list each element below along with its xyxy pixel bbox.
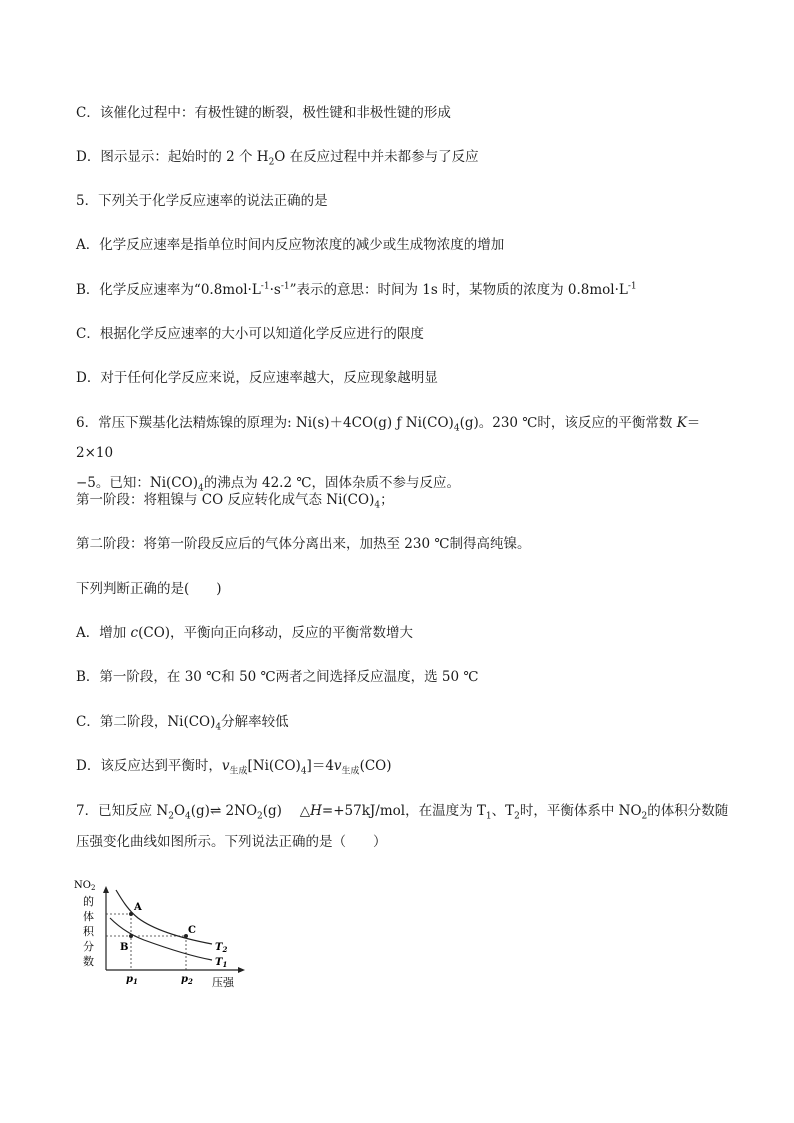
- y-axis-label: $NO_2$: [74, 880, 96, 892]
- q6-question: 下列判断正确的是( ): [76, 581, 222, 597]
- q4-option-c: C．该催化过程中：有极性键的断裂，极性键和非极性键的形成: [76, 105, 451, 121]
- q6-option-b: B．第一阶段，在 30 ℃和 50 ℃两者之间选择反应温度，选 50 ℃: [76, 669, 479, 685]
- q4-option-d: D．图示显示：起始时的 2 个 $H_2O$ 在反应过程中并未都参与了反应: [76, 149, 479, 168]
- t1-label: $T_1$: [215, 957, 228, 969]
- q6-option-a: A．增加 c(CO)，平衡向正向移动，反应的平衡常数增大: [76, 625, 414, 641]
- q5-option-b: B．化学反应速率为“$0.8mol\cdot L^{-1}\cdot s^{-1}$”表示的意思：时间为 1s 时，某物质的浓度为 $0.8mol\cdot L^{-1}$: [76, 281, 637, 298]
- q6-stem: 6．常压下羰基化法精炼镍的原理为: Ni(s)＋4CO(g) ƒ $Ni(CO)_4(g)$。230 ℃时，该反应的平衡常数 K＝2×10 −5。已知：$Ni(CO)_4$的沸点为 42.2 ℃，固体杂质不参与反应。: [76, 415, 701, 494]
- q5-option-d: D．对于任何化学反应来说，反应速率越大，反应现象越明显: [76, 370, 438, 386]
- q5-option-c: C．根据化学反应速率的大小可以知道化学反应进行的限度: [76, 326, 424, 342]
- q6-option-c: C．第二阶段，$Ni(CO)_4$分解率较低: [76, 714, 289, 733]
- q7-stem-line-1: 7．已知反应 $N_2O_4(g)\rightleftharpoons$ $2NO_2(g)$ △H=+57kJ/mol，在温度为 $T_1$、$T_2$时，平衡体系中 $NO_2$的体积分数随: [76, 803, 729, 822]
- y-label-char: 体: [83, 910, 94, 923]
- equilibrium-arrow-icon: ⇌: [209, 803, 222, 819]
- p1-label: $p_1$: [126, 974, 138, 986]
- y-label-char: 的: [83, 895, 94, 908]
- t2-label: $T_2$: [215, 942, 228, 954]
- curve-t1: [110, 918, 212, 960]
- q5-stem: 5．下列关于化学反应速率的说法正确的是: [76, 193, 328, 209]
- y-label-char: 积: [83, 925, 94, 938]
- x-axis-arrow-icon: [238, 967, 245, 973]
- y-label-char: 数: [83, 955, 94, 968]
- y-axis-arrow-icon: [103, 886, 109, 893]
- x-axis-label: 压强: [212, 976, 234, 989]
- q7-stem-line-2: 压强变化曲线如图所示。下列说法正确的是（ ）: [76, 834, 387, 850]
- q6-option-d: D．该反应达到平衡时，$v_{生成}[Ni(CO)_4]=4v_{生成}(CO)$: [76, 758, 392, 777]
- point-b: [129, 934, 133, 938]
- q5-option-a: A．化学反应速率是指单位时间内反应物浓度的减少或生成物浓度的增加: [76, 237, 505, 253]
- point-b-label: B: [120, 942, 129, 953]
- q6-stage-2: 第二阶段：将第一阶段反应后的气体分离出来，加热至 230 ℃制得高纯镍。: [76, 536, 531, 552]
- pressure-fraction-figure: [70, 872, 260, 992]
- y-label-char: 分: [83, 940, 94, 953]
- point-a: [129, 912, 133, 916]
- point-a-label: A: [134, 902, 142, 913]
- q6-stage-1: 第一阶段：将粗镍与 CO 反应转化成气态 $Ni(CO)_4$；: [76, 492, 394, 511]
- point-c-label: C: [188, 925, 196, 936]
- p2-label: $p_2$: [181, 974, 193, 986]
